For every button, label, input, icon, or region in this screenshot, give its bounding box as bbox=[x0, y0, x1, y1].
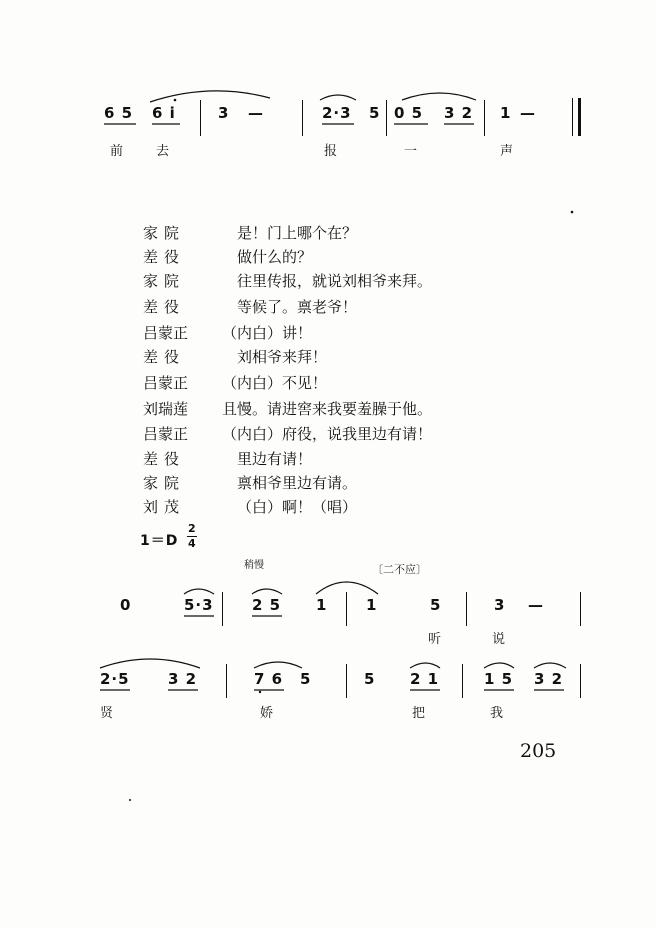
role-name: 家院 bbox=[143, 474, 186, 492]
dialogue-text: （内白）不见！ bbox=[222, 374, 328, 392]
note-group: 6 5 bbox=[104, 104, 134, 122]
key-label: 1＝D bbox=[140, 533, 179, 549]
note: 5 bbox=[300, 670, 312, 688]
lyric: 说 bbox=[492, 632, 506, 647]
role-name: 家院 bbox=[143, 224, 186, 242]
dialogue-text: 禀相爷里边有请。 bbox=[237, 474, 358, 492]
dialogue-text: 做什么的？ bbox=[237, 248, 313, 266]
note: 5 bbox=[430, 596, 442, 614]
dialogue-text: 里边有请！ bbox=[237, 450, 313, 468]
dialogue-text: 等候了。禀老爷！ bbox=[237, 298, 358, 316]
slur bbox=[100, 659, 200, 668]
note-group: 2·5 bbox=[100, 670, 130, 688]
lyric: 一 bbox=[404, 144, 418, 159]
dialogue-text: 且慢。请进窖来我要羞臊于他。 bbox=[222, 400, 433, 418]
note-group: 2·3 bbox=[322, 104, 352, 122]
note: 1 bbox=[500, 104, 512, 122]
lyric: 声 bbox=[500, 144, 514, 159]
role-name: 差役 bbox=[143, 348, 186, 366]
note-group: 3 2 bbox=[168, 670, 198, 688]
role-name: 吕蒙正 bbox=[143, 425, 189, 443]
note-group: 2 1 bbox=[410, 670, 440, 688]
note-group: 3 2 bbox=[444, 104, 474, 122]
role-name: 家院 bbox=[143, 272, 186, 290]
speck bbox=[571, 211, 574, 214]
tempo-marking: 稍慢 bbox=[244, 560, 264, 571]
slur bbox=[254, 662, 302, 668]
note: 3 bbox=[218, 104, 230, 122]
dash: — bbox=[528, 596, 544, 614]
role-name: 差役 bbox=[143, 248, 186, 266]
speck bbox=[129, 799, 131, 801]
low-octave-dot bbox=[259, 691, 261, 693]
note-group: 2 5 bbox=[252, 596, 282, 614]
role-name: 吕蒙正 bbox=[143, 374, 189, 392]
role-name: 差役 bbox=[143, 298, 186, 316]
note-group: 7 6 bbox=[254, 670, 284, 688]
lyric: 去 bbox=[156, 144, 170, 159]
lyric: 娇 bbox=[260, 706, 274, 721]
note: 5 bbox=[369, 104, 381, 122]
tune-name: 〔二不应〕 bbox=[372, 563, 427, 576]
dialogue-text: 是！门上哪个在？ bbox=[237, 224, 358, 242]
dialogue-text: 往里传报，就说刘相爷来拜。 bbox=[237, 272, 433, 290]
role-name: 差役 bbox=[143, 450, 186, 468]
note-group: 0 5 bbox=[394, 104, 424, 122]
slur bbox=[320, 95, 356, 100]
role-name: 吕蒙正 bbox=[143, 324, 189, 342]
lyric: 我 bbox=[490, 706, 504, 721]
slur bbox=[316, 582, 378, 594]
lyric: 报 bbox=[324, 144, 338, 159]
note: 0 bbox=[120, 596, 132, 614]
slur bbox=[402, 93, 476, 100]
dialogue-text: （内白）讲！ bbox=[222, 324, 313, 342]
slur bbox=[410, 663, 440, 668]
role-name: 刘瑞莲 bbox=[143, 400, 189, 418]
note-group: 5·3 bbox=[184, 596, 214, 614]
dialogue-text: 刘相爷来拜！ bbox=[237, 348, 328, 366]
note: 3 bbox=[494, 596, 506, 614]
lyric: 贤 bbox=[100, 706, 114, 721]
lyric: 前 bbox=[110, 144, 124, 159]
note: 5 bbox=[364, 670, 376, 688]
dash: — bbox=[520, 104, 536, 122]
time-denominator: 4 bbox=[188, 537, 197, 550]
slur bbox=[484, 663, 514, 668]
role-name: 刘茂 bbox=[143, 498, 186, 516]
page-number: 205 bbox=[520, 740, 557, 762]
note-group: 1 5 bbox=[484, 670, 514, 688]
dash: — bbox=[248, 104, 264, 122]
note: 1 bbox=[316, 596, 328, 614]
note-group: 6 i bbox=[152, 104, 176, 122]
note: 1 bbox=[366, 596, 378, 614]
note-group: 3 2 bbox=[534, 670, 564, 688]
dialogue-text: （内白）府役，说我里边有请！ bbox=[222, 425, 433, 443]
time-numerator: 2 bbox=[188, 522, 197, 535]
lyric: 听 bbox=[428, 632, 442, 647]
slur bbox=[252, 589, 282, 594]
slur bbox=[150, 91, 270, 102]
slur bbox=[184, 589, 214, 594]
lyric: 把 bbox=[412, 706, 426, 721]
slur bbox=[534, 663, 566, 668]
dialogue-text: （白）啊！（唱） bbox=[237, 498, 358, 516]
high-octave-dot bbox=[174, 99, 177, 102]
